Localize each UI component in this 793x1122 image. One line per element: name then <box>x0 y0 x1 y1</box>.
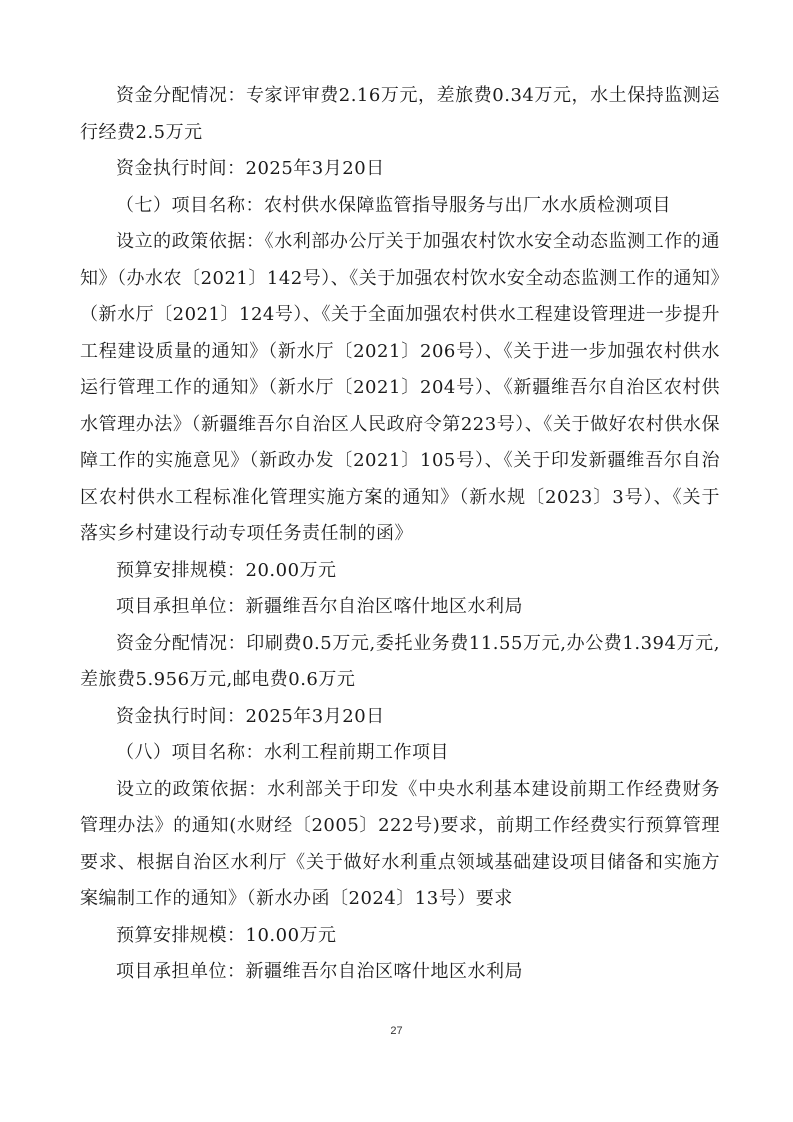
paragraph-fund-allocation-6: 资金分配情况：专家评审费2.16万元，差旅费0.34万元，水土保持监测运行经费2.5万元 <box>80 85 720 143</box>
paragraph-project-8-unit: 项目承担单位：新疆维吾尔自治区喀什地区水利局 <box>116 961 523 982</box>
paragraph-project-8-policy-basis: 设立的政策依据：水利部关于印发《中央水利基本建设前期工作经费财务管理办法》的通知(水财经〔2005〕222号)要求，前期工作经费实行预算管理要求、根据自治区水利厅《关于做好水利重点领域基础建设项目储备和实施方案编制工作的通知》（新水办函〔2024〕13号）要求 <box>80 778 720 909</box>
paragraph-execution-time-6: 资金执行时间：2025年3月20日 <box>116 158 385 179</box>
paragraph-project-7-unit: 项目承担单位：新疆维吾尔自治区喀什地区水利局 <box>116 596 523 617</box>
paragraph-project-8-name: （八）项目名称：水利工程前期工作项目 <box>116 742 449 763</box>
paragraph-project-7-name: （七）项目名称：农村供水保障监管指导服务与出厂水水质检测项目 <box>116 194 671 216</box>
paragraph-project-7-policy-basis: 设立的政策依据：《水利部办公厅关于加强农村饮水安全动态监测工作的通知》（办水农〔2021〕142号）、《关于加强农村饮水安全动态监测工作的通知》（新水厅〔2021〕124号）、《关于全面加强农村供水工程建设管理进一步提升工程建设质量的通知》（新水厅〔2021〕206号）、《关于进一步加强农村供水运行管理工作的通知》（新水厅〔2021〕204号）、《新疆维吾尔自治区农村供水管理办法》（新疆维吾尔自治区人民政府令第223号）、《关于做好农村供水保障工作的实施意见》（新政办发〔2021〕105号）、《关于印发新疆维吾尔自治区农村供水工程标准化管理实施方案的通知》（新水规〔2023〕3号）、《关于落实乡村建设行动专项任务责任制的函》 <box>80 231 720 544</box>
paragraph-project-8-budget: 预算安排规模：10.00万元 <box>116 924 337 946</box>
paragraph-project-7-execution-time: 资金执行时间：2025年3月20日 <box>116 705 385 727</box>
page-number: 27 <box>390 1025 403 1037</box>
paragraph-project-7-fund-allocation: 资金分配情况：印刷费0.5万元,委托业务费11.55万元,办公费1.394万元,差旅费5.956万元,邮电费0.6万元 <box>80 632 720 690</box>
document-page <box>80 78 720 991</box>
paragraph-project-7-budget: 预算安排规模：20.00万元 <box>116 559 337 581</box>
